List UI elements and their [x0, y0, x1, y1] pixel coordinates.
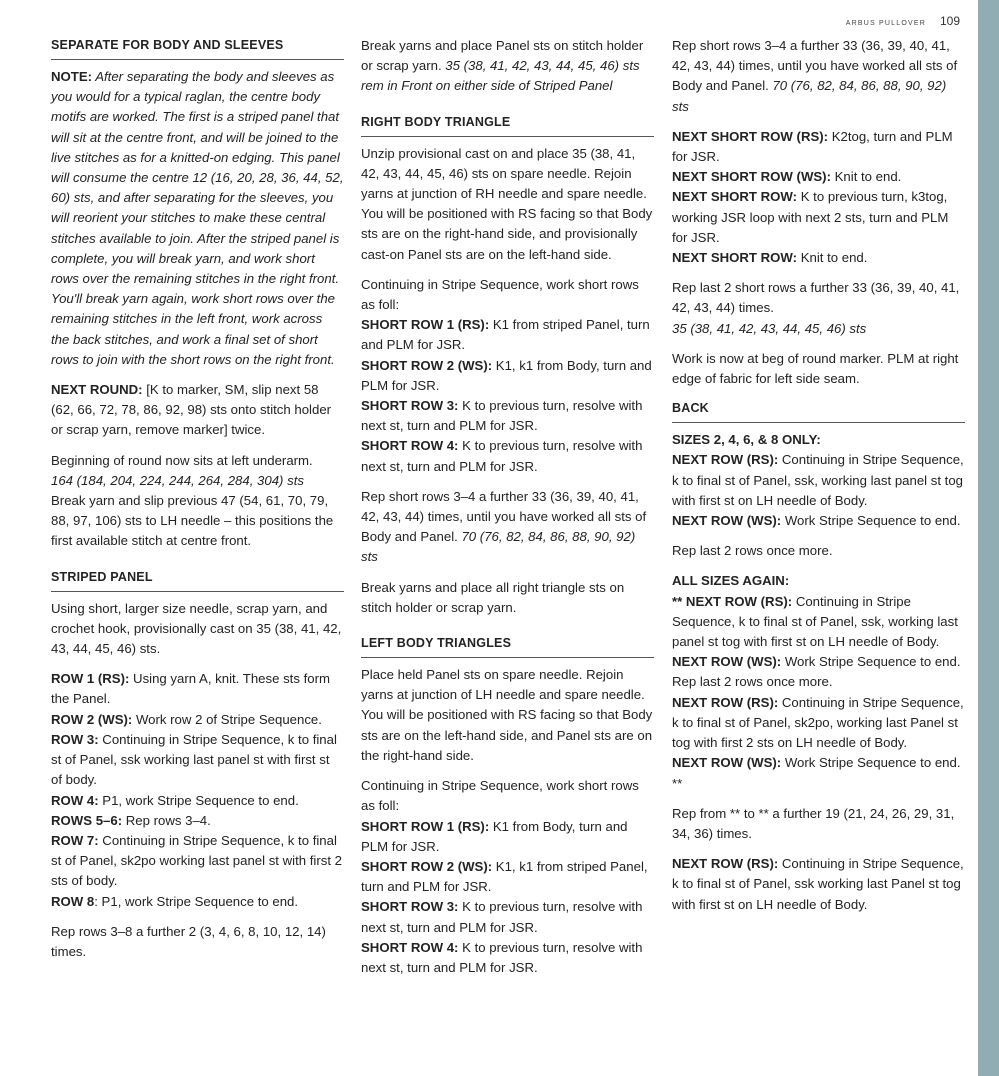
nr-rs-text: Continuing in Stripe Sequence, k to final st of Panel, ssk, working last panel st tog with first st on LH needle of Body. — [672, 452, 964, 508]
sr3-label: SHORT ROW 3: — [361, 398, 459, 414]
sr2-label: SHORT ROW 2 (WS): — [361, 357, 493, 373]
all-rs-label: ** NEXT ROW (RS): — [672, 593, 793, 609]
left-continue: Continuing in Stripe Sequence, work short rows as foll: — [361, 778, 639, 814]
nsr-b-text: Knit to end. — [797, 250, 868, 266]
right-intro: Unzip provisional cast on and place 35 (38, 41, 42, 43, 44, 45, 46) sts on spare needle. Rejoin yarns at junction of RH needle and spare needle. You will be positioned with RS facing so that Body sts are on the right-hand side, and provisionally cast-on Panel sts are on the left-hand side. — [361, 145, 653, 262]
row8-text: : P1, work Stripe Sequence to end. — [94, 893, 299, 909]
right-rep-text: Rep short rows 3–4 a further 33 (36, 39, 40, 41, 42, 43, 44) times, until you have worked all sts of Body and Panel. — [361, 488, 647, 545]
page-edge-color-band — [978, 0, 999, 1076]
nr2-ws-label: NEXT ROW (WS): — [672, 755, 782, 771]
break-text: Break yarns and place Panel sts on stitch holder or scrap yarn. — [361, 38, 644, 74]
nr-rs-label: NEXT ROW (RS): — [672, 452, 779, 468]
row3-label: ROW 3: — [51, 731, 99, 747]
break-counts: 35 (38, 41, 42, 43, 44, 45, 46) sts rem in Front on either side of Striped Panel — [361, 58, 640, 94]
heading-back: BACK — [672, 399, 965, 423]
rep4-text: Rep last 2 rows once more. — [672, 674, 833, 690]
nr-ws-label: NEXT ROW (WS): — [672, 513, 782, 529]
lsr3-text: K to previous turn, resolve with next st, turn and PLM for JSR. — [361, 899, 643, 935]
nr-ws-text: Work Stripe Sequence to end. — [781, 513, 961, 529]
nsr-b-label: NEXT SHORT ROW: — [672, 250, 798, 266]
break-yarns-paragraph — [361, 36, 654, 97]
sizes-block — [672, 430, 965, 531]
begin-text: Beginning of round now sits at left underarm. — [51, 452, 313, 468]
rep2-text: Rep last 2 short rows a further 33 (36, 39, 40, 41, 42, 43, 44) times. — [672, 280, 960, 316]
page-number: 109 — [939, 14, 960, 28]
heading-separate-body-sleeves: SEPARATE FOR BODY AND SLEEVES — [51, 36, 344, 60]
begin-counts: 164 (184, 204, 224, 244, 264, 284, 304) sts — [51, 472, 304, 488]
row2-label: ROW 2 (WS): — [51, 711, 133, 727]
left-intro: Place held Panel sts on spare needle. Rejoin yarns at junction of LH needle and spare needle. You will be positioned with RS facing so that Body sts are on the left-hand side, and Panel sts are on the right-hand side. — [361, 667, 653, 763]
row3-text: Continuing in Stripe Sequence, k to final st of Panel, ssk working last panel st with first st of body. — [51, 731, 337, 788]
left-short-rows — [361, 817, 654, 979]
rep2-counts: 35 (38, 41, 42, 43, 44, 45, 46) sts — [672, 320, 867, 336]
nsr-ws-label: NEXT SHORT ROW (WS): — [672, 169, 831, 185]
striped-intro: Using short, larger size needle, scrap yarn, and crochet hook, provisionally cast on 35 (38, 41, 42, 43, 44, 45, 46) sts. — [51, 600, 342, 657]
all-ws-label: NEXT ROW (WS): — [672, 654, 782, 670]
column-3 — [672, 36, 965, 925]
right-repeat — [361, 487, 654, 568]
row4-text: P1, work Stripe Sequence to end. — [98, 792, 299, 808]
nr3-rs-text: Continuing in Stripe Sequence, k to final st of Panel, ssk working last Panel st tog with first st on LH needle of Body. — [672, 856, 964, 912]
note-text: After separating the body and sleeves as you would for a typical raglan, the centre body motifs are worked. The first is a striped panel that will sit at the centre front, and will be joined to the live stitches as for a knitted-on edging. This panel will consume the centre 12 (16, 20, 28, 36, 44, 52, 60) sts, and after separating for the sleeves, you will reorient your stitches to make these central stitches available to join. After the striped panel is complete, you will break yarn, and work short rows over the remaining stitches in the right front. You'll break yarn again, work short rows over the remaining stitches in the left front, work across the back stitches, and work a final set of short rows to join with the short rows on the right front. — [51, 69, 344, 367]
final-next-row — [672, 854, 965, 915]
nr3-rs-label: NEXT ROW (RS): — [672, 856, 779, 872]
nsr-ws-text: Knit to end. — [830, 169, 902, 185]
lsr1-text: K1 from Body, turn and PLM for JSR. — [361, 818, 628, 854]
lsr3-label: SHORT ROW 3: — [361, 899, 459, 915]
nsr-rs-label: NEXT SHORT ROW (RS): — [672, 128, 829, 144]
nr2-ws-text: Work Stripe Sequence to end. ** — [672, 755, 961, 791]
sizes-label: SIZES 2, 4, 6, & 8 ONLY: — [672, 432, 821, 448]
left-repeat — [672, 36, 965, 117]
nsr-a-text: K to previous turn, k3tog, working JSR loop with next 2 sts, turn and PLM for JSR. — [672, 189, 949, 245]
left-rep-text: Rep short rows 3–4 a further 33 (36, 39, 40, 41, 42, 43, 44) times, until you have worked all sts of Body and Panel. — [672, 38, 958, 94]
running-head-title: ARBUS PULLOVER — [845, 20, 926, 27]
sr1-text: K1 from striped Panel, turn and PLM for JSR. — [361, 317, 650, 353]
heading-left-body-triangles: LEFT BODY TRIANGLES — [361, 634, 654, 658]
break-right-triangle: Break yarns and place all right triangle sts on stitch holder or scrap yarn. — [361, 579, 625, 615]
row7-text: Continuing in Stripe Sequence, k to final st of Panel, sk2po working last panel st with first 2 sts of body. — [51, 832, 342, 889]
nsr-rs-text: K2tog, turn and PLM for JSR. — [672, 128, 953, 165]
work-beg-round: Work is now at beg of round marker. PLM at right edge of fabric for left side seam. — [672, 350, 959, 387]
note-paragraph — [51, 67, 344, 370]
beginning-round-paragraph — [51, 451, 344, 552]
row4-label: ROW 4: — [51, 792, 99, 808]
lsr4-text: K to previous turn, resolve with next st, turn and PLM for JSR. — [361, 939, 643, 975]
sr3-text: K to previous turn, resolve with next st, turn and PLM for JSR. — [361, 398, 643, 434]
sr1-label: SHORT ROW 1 (RS): — [361, 317, 490, 333]
lsr2-label: SHORT ROW 2 (WS): — [361, 858, 493, 874]
next-short-rows — [672, 127, 965, 268]
running-head — [800, 14, 960, 28]
column-2 — [361, 36, 654, 988]
left-rep-counts: 70 (76, 82, 84, 86, 88, 90, 92) sts — [672, 78, 947, 114]
rows56-label: ROWS 5–6: — [51, 812, 123, 828]
nsr-a-label: NEXT SHORT ROW: — [672, 189, 798, 205]
row7-label: ROW 7: — [51, 832, 99, 848]
next-round-label: NEXT ROUND: — [51, 382, 143, 398]
heading-right-body-triangle: RIGHT BODY TRIANGLE — [361, 113, 654, 137]
nr2-rs-label: NEXT ROW (RS): — [672, 694, 779, 710]
sr4-label: SHORT ROW 4: — [361, 438, 459, 454]
lsr4-label: SHORT ROW 4: — [361, 939, 459, 955]
begin-text-2: Break yarn and slip previous 47 (54, 61, 70, 79, 88, 97, 106) sts to LH needle – this positions the first available stitch at centre front. — [51, 493, 334, 549]
all-rs-text: Continuing in Stripe Sequence, k to final st of Panel, ssk, working last panel st tog with first st on LH needle of Body. — [672, 593, 958, 650]
all-ws-text: Work Stripe Sequence to end. — [781, 654, 961, 670]
rep-from-stars: Rep from ** to ** a further 19 (21, 24, 26, 29, 31, 34, 36) times. — [672, 805, 955, 841]
row8-label: ROW 8 — [51, 893, 95, 909]
sr4-text: K to previous turn, resolve with next st, turn and PLM for JSR. — [361, 438, 643, 474]
next-round-text: [K to marker, SM, slip next 58 (62, 66, 72, 78, 86, 92, 98) sts onto stitch holder or scrap yarn, remove marker] twice. — [51, 382, 332, 438]
column-1 — [51, 36, 344, 972]
all-sizes-label: ALL SIZES AGAIN: — [672, 573, 790, 589]
right-continue: Continuing in Stripe Sequence, work short rows as foll: — [361, 276, 639, 313]
heading-striped-panel: STRIPED PANEL — [51, 568, 344, 592]
row1-label: ROW 1 (RS): — [51, 671, 130, 687]
lsr2-text: K1, k1 from striped Panel, turn and PLM for JSR. — [361, 858, 648, 895]
next-round-paragraph — [51, 380, 344, 441]
rep-last-two-rows: Rep last 2 rows once more. — [672, 543, 833, 559]
right-short-rows — [361, 315, 654, 477]
row1-text: Using yarn A, knit. These sts form the Panel. — [51, 671, 330, 707]
nr2-rs-text: Continuing in Stripe Sequence, k to final st of Panel, sk2po, working last Panel st tog with first 2 sts on LH needle of Body. — [672, 694, 964, 751]
row2-text: Work row 2 of Stripe Sequence. — [132, 711, 322, 727]
sr2-text: K1, k1 from Body, turn and PLM for JSR. — [361, 357, 652, 393]
note-label: NOTE: — [51, 69, 93, 84]
all-sizes-block — [672, 571, 965, 793]
right-rep-counts: 70 (76, 82, 84, 86, 88, 90, 92) sts — [361, 529, 636, 565]
striped-rows — [51, 669, 344, 911]
lsr1-label: SHORT ROW 1 (RS): — [361, 818, 490, 834]
striped-repeat: Rep rows 3–8 a further 2 (3, 4, 6, 8, 10, 12, 14) times. — [51, 923, 326, 959]
rows56-text: Rep rows 3–4. — [122, 812, 211, 828]
rep-last-two-short-rows — [672, 278, 965, 339]
